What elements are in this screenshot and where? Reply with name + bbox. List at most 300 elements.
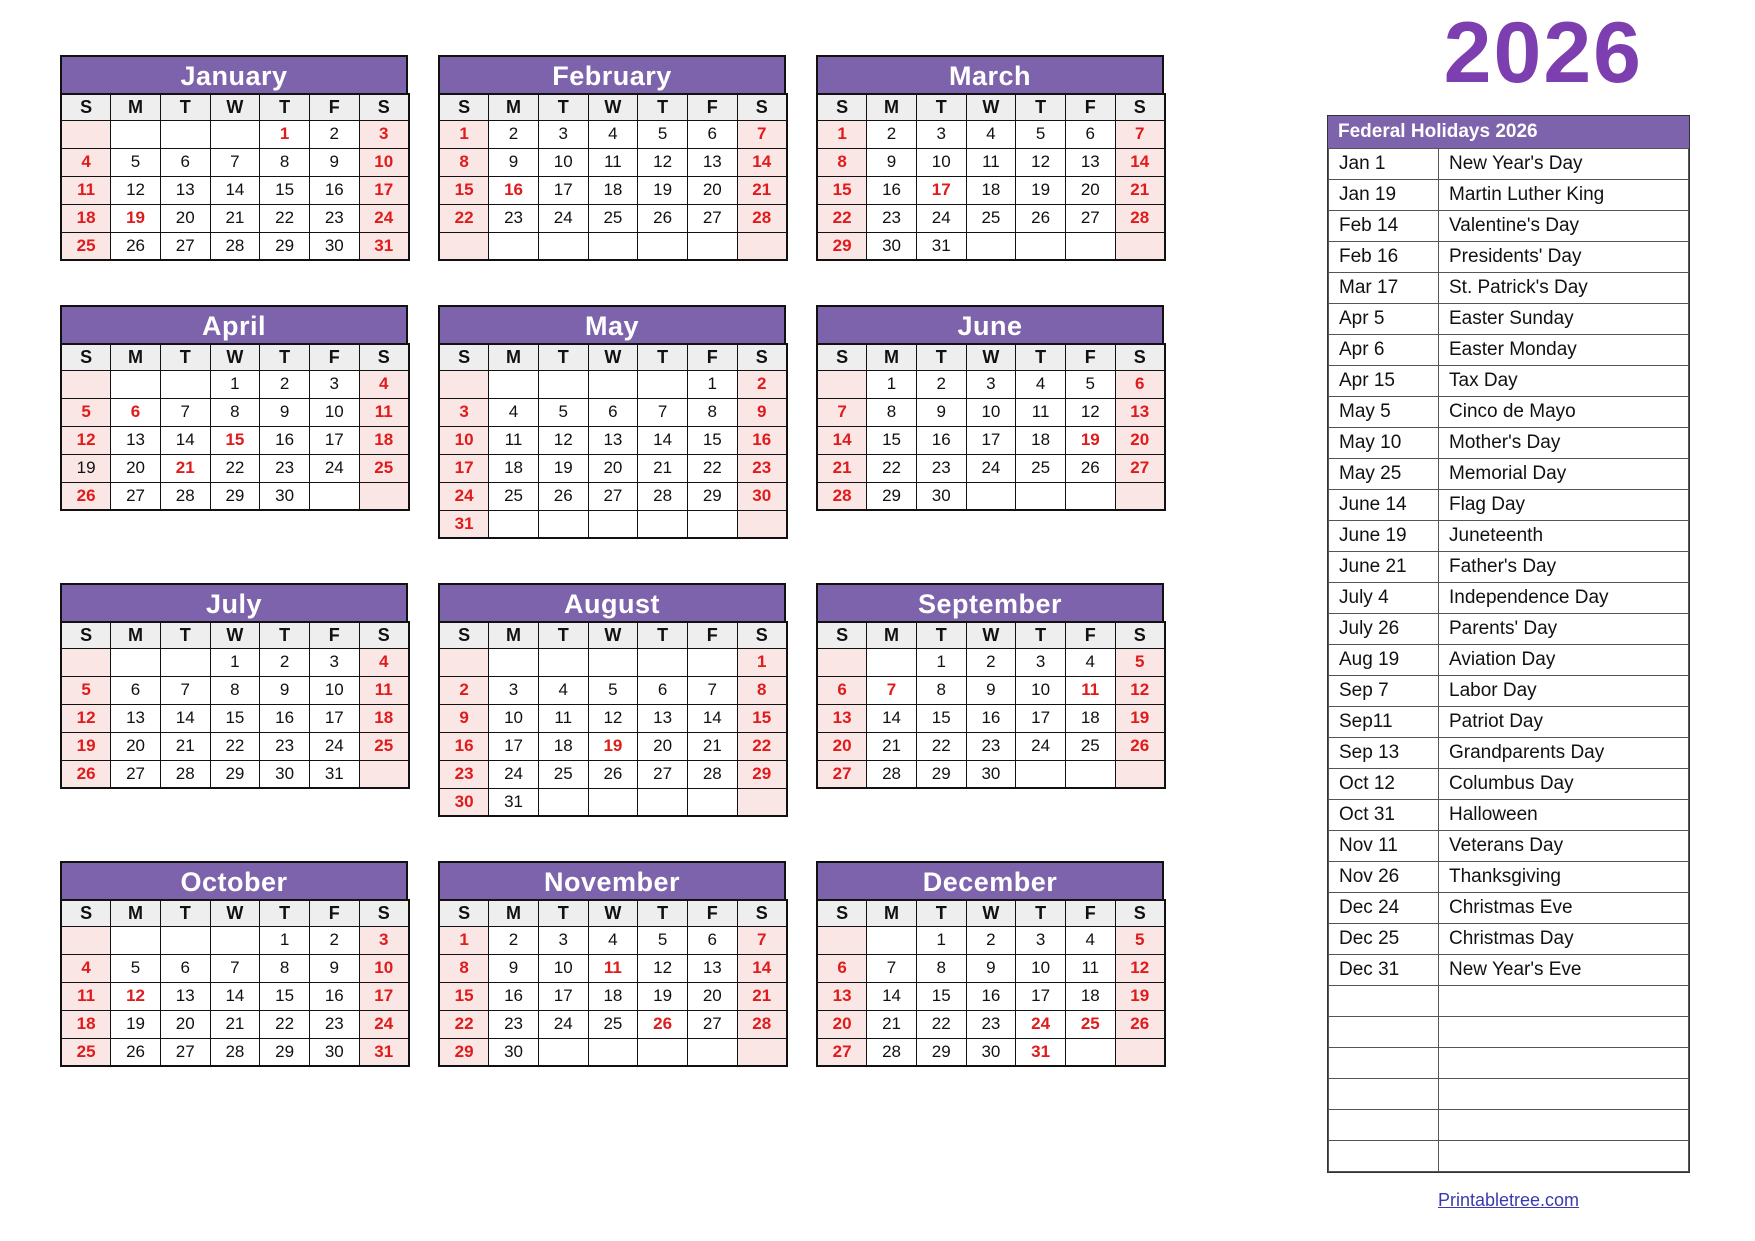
holiday-date — [1329, 1141, 1439, 1172]
holiday-name: Memorial Day — [1439, 459, 1689, 490]
day-cell: 20 — [817, 732, 867, 760]
weekday-header: M — [111, 344, 161, 370]
day-cell: 7 — [638, 398, 688, 426]
day-cell: 27 — [687, 1010, 737, 1038]
empty-day-cell — [61, 648, 111, 676]
day-cell: 6 — [817, 676, 867, 704]
week-row — [439, 482, 787, 510]
day-cell: 16 — [916, 426, 966, 454]
week-row — [439, 204, 787, 232]
week-row — [61, 676, 409, 704]
empty-day-cell — [61, 120, 111, 148]
day-cell: 18 — [588, 176, 638, 204]
day-cell: 9 — [966, 676, 1016, 704]
week-row — [439, 398, 787, 426]
week-row — [439, 954, 787, 982]
day-cell: 2 — [260, 648, 310, 676]
weekday-header: T — [260, 622, 310, 648]
weekday-header: S — [439, 900, 489, 926]
month-title: September — [816, 583, 1164, 621]
day-cell: 18 — [1016, 426, 1066, 454]
day-cell: 12 — [111, 176, 161, 204]
week-row — [61, 176, 409, 204]
day-cell: 24 — [916, 204, 966, 232]
day-cell: 22 — [260, 1010, 310, 1038]
day-cell: 12 — [111, 982, 161, 1010]
weekday-header: T — [638, 900, 688, 926]
holiday-date — [1329, 1110, 1439, 1141]
empty-day-cell — [61, 926, 111, 954]
day-cell: 5 — [1115, 926, 1165, 954]
day-cell: 17 — [309, 426, 359, 454]
day-cell: 29 — [817, 232, 867, 260]
weekday-header: S — [737, 900, 787, 926]
day-cell: 3 — [359, 926, 409, 954]
empty-day-cell — [1016, 760, 1066, 788]
day-cell: 22 — [737, 732, 787, 760]
holiday-name: Halloween — [1439, 800, 1689, 831]
empty-day-cell — [588, 370, 638, 398]
day-cell: 10 — [1016, 954, 1066, 982]
day-cell: 27 — [817, 1038, 867, 1066]
day-cell: 26 — [538, 482, 588, 510]
weekday-header: F — [309, 344, 359, 370]
day-cell: 19 — [1115, 704, 1165, 732]
day-cell: 4 — [61, 954, 111, 982]
week-row — [439, 926, 787, 954]
holiday-blank-row — [1329, 986, 1689, 1017]
day-cell: 1 — [210, 648, 260, 676]
day-cell: 11 — [1016, 398, 1066, 426]
month-title: June — [816, 305, 1164, 343]
day-cell: 24 — [538, 204, 588, 232]
month-title: April — [60, 305, 408, 343]
empty-day-cell — [588, 510, 638, 538]
day-cell: 26 — [61, 482, 111, 510]
week-row — [61, 760, 409, 788]
weekday-header: W — [966, 622, 1016, 648]
day-cell: 5 — [1016, 120, 1066, 148]
month-title: October — [60, 861, 408, 899]
day-cell: 8 — [737, 676, 787, 704]
day-cell: 16 — [489, 176, 539, 204]
holiday-blank-row — [1329, 1079, 1689, 1110]
empty-day-cell — [817, 926, 867, 954]
holiday-name: Mother's Day — [1439, 428, 1689, 459]
day-cell: 26 — [61, 760, 111, 788]
week-row — [817, 370, 1165, 398]
holiday-name: Christmas Eve — [1439, 893, 1689, 924]
month-days-table — [60, 621, 410, 789]
day-cell: 7 — [160, 676, 210, 704]
holiday-name: Juneteenth — [1439, 521, 1689, 552]
day-cell: 19 — [1065, 426, 1115, 454]
day-cell: 22 — [687, 454, 737, 482]
day-cell: 20 — [1115, 426, 1165, 454]
weekday-header: W — [210, 344, 260, 370]
holiday-row — [1329, 645, 1689, 676]
month-block — [816, 861, 1164, 1067]
day-cell: 27 — [588, 482, 638, 510]
holiday-row — [1329, 552, 1689, 583]
weekday-header: F — [687, 900, 737, 926]
day-cell: 21 — [737, 176, 787, 204]
empty-day-cell — [538, 232, 588, 260]
day-cell: 8 — [439, 148, 489, 176]
week-row — [439, 676, 787, 704]
day-cell: 24 — [309, 454, 359, 482]
day-cell: 5 — [111, 148, 161, 176]
weekday-header: T — [1016, 94, 1066, 120]
weekday-header: W — [588, 900, 638, 926]
day-cell: 6 — [687, 120, 737, 148]
day-cell: 16 — [309, 982, 359, 1010]
week-row — [817, 232, 1165, 260]
day-cell: 20 — [588, 454, 638, 482]
day-cell: 5 — [1065, 370, 1115, 398]
day-cell: 18 — [1065, 982, 1115, 1010]
holiday-date: Aug 19 — [1329, 645, 1439, 676]
day-cell: 15 — [916, 704, 966, 732]
day-cell: 26 — [111, 232, 161, 260]
day-cell: 5 — [61, 676, 111, 704]
day-cell: 21 — [817, 454, 867, 482]
day-cell: 13 — [817, 982, 867, 1010]
holiday-row — [1329, 707, 1689, 738]
week-row — [817, 1038, 1165, 1066]
weekday-header: F — [309, 622, 359, 648]
empty-day-cell — [1065, 482, 1115, 510]
day-cell: 4 — [359, 370, 409, 398]
day-cell: 14 — [737, 148, 787, 176]
day-cell: 2 — [489, 926, 539, 954]
holiday-row — [1329, 428, 1689, 459]
day-cell: 3 — [489, 676, 539, 704]
holiday-date: Dec 31 — [1329, 955, 1439, 986]
empty-day-cell — [1115, 482, 1165, 510]
day-cell: 4 — [588, 926, 638, 954]
week-row — [439, 1010, 787, 1038]
week-row — [61, 732, 409, 760]
empty-day-cell — [1115, 232, 1165, 260]
site-credit-link[interactable]: Printabletree.com — [1437, 1190, 1580, 1210]
holiday-name: Easter Monday — [1439, 335, 1689, 366]
day-cell: 9 — [309, 954, 359, 982]
day-cell: 15 — [439, 176, 489, 204]
day-cell: 23 — [489, 204, 539, 232]
day-cell: 28 — [737, 204, 787, 232]
day-cell: 5 — [1115, 648, 1165, 676]
day-cell: 25 — [61, 1038, 111, 1066]
day-cell: 27 — [111, 760, 161, 788]
day-cell: 21 — [160, 454, 210, 482]
week-row — [439, 510, 787, 538]
day-cell: 27 — [111, 482, 161, 510]
day-cell: 24 — [489, 760, 539, 788]
day-cell: 8 — [210, 676, 260, 704]
weekday-header: W — [966, 900, 1016, 926]
week-row — [817, 732, 1165, 760]
day-cell: 24 — [538, 1010, 588, 1038]
day-cell: 8 — [210, 398, 260, 426]
holiday-date: July 26 — [1329, 614, 1439, 645]
empty-day-cell — [687, 510, 737, 538]
day-cell: 25 — [359, 732, 409, 760]
day-cell: 13 — [588, 426, 638, 454]
day-cell: 26 — [638, 204, 688, 232]
day-cell: 15 — [260, 176, 310, 204]
day-cell: 15 — [210, 426, 260, 454]
weekday-header: T — [160, 622, 210, 648]
day-cell: 30 — [916, 482, 966, 510]
day-cell: 27 — [1065, 204, 1115, 232]
weekday-header: T — [638, 344, 688, 370]
day-cell: 15 — [817, 176, 867, 204]
day-cell: 23 — [439, 760, 489, 788]
day-cell: 18 — [61, 204, 111, 232]
day-cell: 1 — [916, 648, 966, 676]
week-row — [439, 232, 787, 260]
empty-day-cell — [867, 926, 917, 954]
day-cell: 14 — [737, 954, 787, 982]
day-cell: 17 — [538, 982, 588, 1010]
weekday-header: T — [538, 622, 588, 648]
day-cell: 3 — [439, 398, 489, 426]
day-cell: 27 — [817, 760, 867, 788]
week-row — [817, 176, 1165, 204]
week-row — [439, 176, 787, 204]
day-cell: 1 — [817, 120, 867, 148]
day-cell: 13 — [687, 954, 737, 982]
holiday-name: Martin Luther King — [1439, 180, 1689, 211]
day-cell: 2 — [309, 120, 359, 148]
day-cell: 22 — [916, 732, 966, 760]
week-row — [439, 760, 787, 788]
day-cell: 12 — [538, 426, 588, 454]
day-cell: 7 — [210, 954, 260, 982]
day-cell: 1 — [260, 926, 310, 954]
day-cell: 29 — [916, 760, 966, 788]
day-cell: 31 — [359, 1038, 409, 1066]
day-cell: 11 — [359, 676, 409, 704]
weekday-header: T — [260, 900, 310, 926]
weekday-header: M — [111, 94, 161, 120]
weekday-header: S — [359, 344, 409, 370]
day-cell: 10 — [966, 398, 1016, 426]
day-cell: 25 — [1016, 454, 1066, 482]
day-cell: 3 — [359, 120, 409, 148]
empty-day-cell — [966, 482, 1016, 510]
day-cell: 20 — [817, 1010, 867, 1038]
empty-day-cell — [1065, 232, 1115, 260]
holiday-date: May 10 — [1329, 428, 1439, 459]
day-cell: 30 — [260, 482, 310, 510]
weekday-header: T — [260, 344, 310, 370]
day-cell: 29 — [687, 482, 737, 510]
day-cell: 22 — [210, 732, 260, 760]
day-cell: 24 — [1016, 732, 1066, 760]
day-cell: 3 — [1016, 926, 1066, 954]
week-row — [61, 426, 409, 454]
day-cell: 15 — [687, 426, 737, 454]
day-cell: 10 — [916, 148, 966, 176]
month-days-table — [816, 899, 1166, 1067]
holiday-date: Sep 7 — [1329, 676, 1439, 707]
weekday-header: T — [638, 622, 688, 648]
weekday-header: T — [160, 900, 210, 926]
day-cell: 25 — [359, 454, 409, 482]
month-days-table — [438, 343, 788, 539]
day-cell: 12 — [61, 426, 111, 454]
day-cell: 16 — [309, 176, 359, 204]
holiday-date: Nov 11 — [1329, 831, 1439, 862]
empty-day-cell — [1065, 1038, 1115, 1066]
day-cell: 3 — [538, 926, 588, 954]
holidays-panel-title: Federal Holidays 2026 — [1328, 116, 1689, 148]
weekday-header: T — [638, 94, 688, 120]
day-cell: 20 — [160, 1010, 210, 1038]
day-cell: 12 — [1115, 954, 1165, 982]
day-cell: 19 — [61, 454, 111, 482]
day-cell: 13 — [1115, 398, 1165, 426]
day-cell: 6 — [111, 676, 161, 704]
day-cell: 5 — [588, 676, 638, 704]
weekday-header: S — [61, 344, 111, 370]
day-cell: 29 — [867, 482, 917, 510]
day-cell: 8 — [867, 398, 917, 426]
day-cell: 1 — [916, 926, 966, 954]
empty-day-cell — [160, 370, 210, 398]
week-row — [61, 482, 409, 510]
day-cell: 27 — [1115, 454, 1165, 482]
day-cell: 21 — [867, 1010, 917, 1038]
empty-day-cell — [489, 648, 539, 676]
day-cell: 2 — [966, 648, 1016, 676]
empty-day-cell — [966, 232, 1016, 260]
week-row — [817, 398, 1165, 426]
week-row — [817, 676, 1165, 704]
day-cell: 4 — [966, 120, 1016, 148]
holiday-date: May 25 — [1329, 459, 1439, 490]
day-cell: 28 — [867, 760, 917, 788]
day-cell: 19 — [638, 982, 688, 1010]
week-row — [439, 120, 787, 148]
empty-day-cell — [588, 1038, 638, 1066]
empty-day-cell — [489, 510, 539, 538]
empty-day-cell — [538, 1038, 588, 1066]
day-cell: 19 — [111, 204, 161, 232]
empty-day-cell — [111, 926, 161, 954]
day-cell: 26 — [588, 760, 638, 788]
day-cell: 31 — [916, 232, 966, 260]
day-cell: 21 — [638, 454, 688, 482]
day-cell: 30 — [439, 788, 489, 816]
day-cell: 31 — [309, 760, 359, 788]
day-cell: 27 — [687, 204, 737, 232]
day-cell: 16 — [737, 426, 787, 454]
empty-day-cell — [588, 648, 638, 676]
empty-day-cell — [359, 760, 409, 788]
weekday-header: S — [439, 344, 489, 370]
week-row — [61, 370, 409, 398]
day-cell: 3 — [309, 370, 359, 398]
day-cell: 9 — [489, 954, 539, 982]
month-block — [60, 861, 408, 1067]
holiday-row — [1329, 242, 1689, 273]
day-cell: 22 — [439, 204, 489, 232]
empty-day-cell — [1115, 760, 1165, 788]
empty-day-cell — [1016, 482, 1066, 510]
day-cell: 24 — [359, 204, 409, 232]
day-cell: 25 — [966, 204, 1016, 232]
weekday-header: W — [588, 94, 638, 120]
weekday-header: F — [1065, 900, 1115, 926]
holiday-row — [1329, 955, 1689, 986]
empty-day-cell — [359, 482, 409, 510]
day-cell: 22 — [210, 454, 260, 482]
weekday-header: T — [538, 344, 588, 370]
weekday-header: M — [489, 622, 539, 648]
day-cell: 26 — [111, 1038, 161, 1066]
day-cell: 23 — [260, 732, 310, 760]
day-cell: 7 — [160, 398, 210, 426]
day-cell: 6 — [1115, 370, 1165, 398]
day-cell: 3 — [1016, 648, 1066, 676]
day-cell: 1 — [260, 120, 310, 148]
empty-day-cell — [439, 232, 489, 260]
holiday-blank-row — [1329, 1141, 1689, 1172]
day-cell: 17 — [966, 426, 1016, 454]
weekday-header: M — [867, 344, 917, 370]
week-row — [439, 788, 787, 816]
day-cell: 30 — [309, 232, 359, 260]
day-cell: 2 — [489, 120, 539, 148]
holiday-name: Thanksgiving — [1439, 862, 1689, 893]
weekday-header: S — [359, 622, 409, 648]
day-cell: 20 — [638, 732, 688, 760]
day-cell: 26 — [1115, 732, 1165, 760]
week-row — [61, 454, 409, 482]
week-row — [817, 982, 1165, 1010]
day-cell: 28 — [638, 482, 688, 510]
holiday-date: May 5 — [1329, 397, 1439, 428]
day-cell: 25 — [489, 482, 539, 510]
day-cell: 7 — [867, 954, 917, 982]
day-cell: 17 — [439, 454, 489, 482]
weekday-header: F — [309, 94, 359, 120]
holiday-name: Presidents' Day — [1439, 242, 1689, 273]
holiday-row — [1329, 676, 1689, 707]
day-cell: 25 — [1065, 1010, 1115, 1038]
day-cell: 11 — [588, 148, 638, 176]
week-row — [817, 926, 1165, 954]
day-cell: 20 — [111, 732, 161, 760]
empty-day-cell — [538, 788, 588, 816]
holiday-date: Apr 5 — [1329, 304, 1439, 335]
federal-holidays-panel — [1327, 115, 1690, 1173]
day-cell: 15 — [439, 982, 489, 1010]
day-cell: 14 — [817, 426, 867, 454]
day-cell: 8 — [260, 148, 310, 176]
day-cell: 24 — [439, 482, 489, 510]
month-title: July — [60, 583, 408, 621]
empty-day-cell — [638, 232, 688, 260]
day-cell: 8 — [916, 676, 966, 704]
week-row — [439, 732, 787, 760]
week-row — [61, 120, 409, 148]
holiday-row — [1329, 335, 1689, 366]
day-cell: 23 — [309, 204, 359, 232]
